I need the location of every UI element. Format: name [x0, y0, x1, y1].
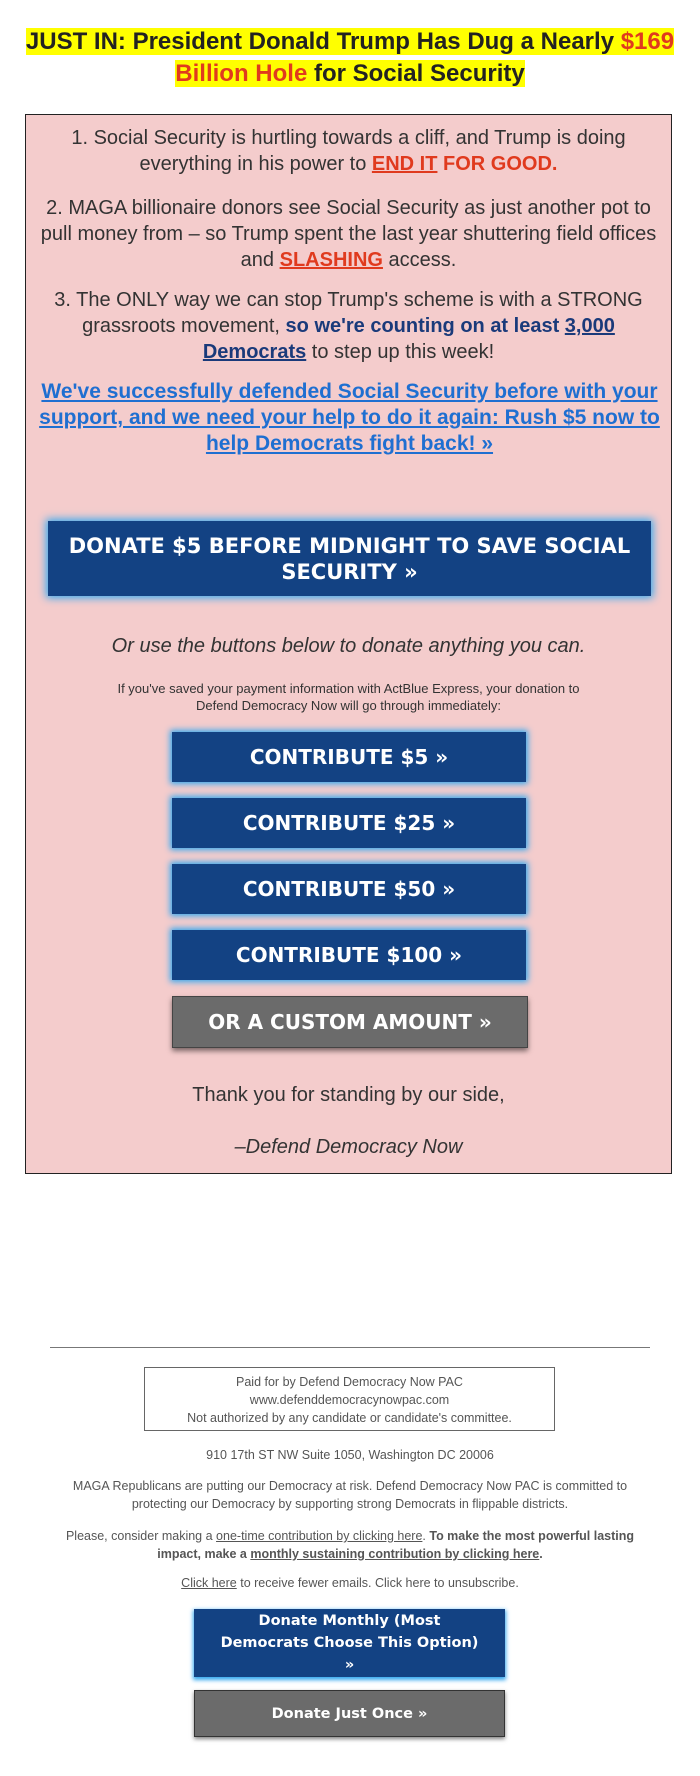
thanks-text: Thank you for standing by our side,	[192, 1084, 505, 1106]
contribute-5-button[interactable]: CONTRIBUTE $5 »	[172, 732, 526, 782]
democrats-link[interactable]: 3,000 Democrats	[202, 315, 615, 363]
donate-main-button[interactable]	[48, 521, 651, 596]
donate-main-label: DONATE $5 BEFORE MIDNIGHT TO SAVE SOCIAL SECURITY »	[68, 533, 631, 584]
contribution-links: Please, consider making a one-time contribution by clicking here. To make the most powerful lasting impact, make a monthly sustaining contribution by clicking here.	[65, 1529, 635, 1561]
contribute-25-button[interactable]: CONTRIBUTE $25 »	[172, 798, 526, 848]
cta-link[interactable]: We've successfully defended Social Security before with your support, and we need your help to do it again: Rush $5 now to help Democrats fight back! »	[39, 380, 660, 455]
end-it-link[interactable]: END IT	[371, 153, 438, 175]
mission-text: MAGA Republicans are putting our Democracy at risk. Defend Democracy Now PAC is committed to protecting our Democracy by supporting strong Democrats in flippable districts.	[72, 1479, 628, 1511]
fewer-emails-link[interactable]: Click here	[181, 1576, 237, 1590]
footer-divider	[50, 1347, 650, 1348]
signoff-text: –Defend Democracy Now	[234, 1136, 463, 1158]
or-text: Or use the buttons below to donate anything you can.	[111, 635, 586, 657]
contribute-100-button[interactable]: CONTRIBUTE $100 »	[172, 930, 526, 980]
address: 910 17th ST NW Suite 1050, Washington DC 20006	[206, 1448, 494, 1462]
donate-monthly-button[interactable]: Donate Monthly (Most Democrats Choose This Option) »	[194, 1609, 505, 1677]
email-preferences: Click here to receive fewer emails. Click here to unsubscribe.	[181, 1576, 519, 1590]
custom-amount-button[interactable]: OR A CUSTOM AMOUNT »	[172, 996, 528, 1048]
headline-text: JUST IN: President Donald Trump Has Dug a Nearly $169 Billion Hole for Social Security	[25, 28, 675, 87]
point-1: 1. Social Security is hurtling towards a cliff, and Trump is doing everything in his power to END IT FOR GOOD.	[71, 127, 626, 175]
monthly-link[interactable]: monthly sustaining contribution by clicking here	[250, 1547, 540, 1561]
point-3: 3. The ONLY way we can stop Trump's scheme is with a STRONG grassroots movement, so we're counting on at least 3,000 Democrats to step up this week!	[54, 289, 643, 363]
pac-website: www.defenddemocracynowpac.com	[249, 1393, 450, 1407]
contribute-50-button[interactable]: CONTRIBUTE $50 »	[172, 864, 526, 914]
actblue-express-note: If you've saved your payment information with ActBlue Express, your donation to Defend Democracy Now will go through immediately:	[117, 681, 580, 713]
donate-once-button[interactable]: Donate Just Once »	[194, 1690, 505, 1737]
point-2: 2. MAGA billionaire donors see Social Security as just another pot to pull money from – so Trump spent the last year shuttering field offices and SLASHING access.	[40, 197, 657, 271]
slashing-link[interactable]: SLASHING	[279, 249, 383, 271]
headline	[22, 26, 678, 90]
paid-for-box: Paid for by Defend Democracy Now PAC www.defenddemocracynowpac.com Not authorized by any candidate or candidate's committee.	[144, 1367, 555, 1431]
message-panel	[25, 114, 672, 1174]
headline-highlight-amount: $169 Billion Hole	[175, 28, 675, 87]
one-time-link[interactable]: one-time contribution by clicking here	[216, 1529, 423, 1543]
